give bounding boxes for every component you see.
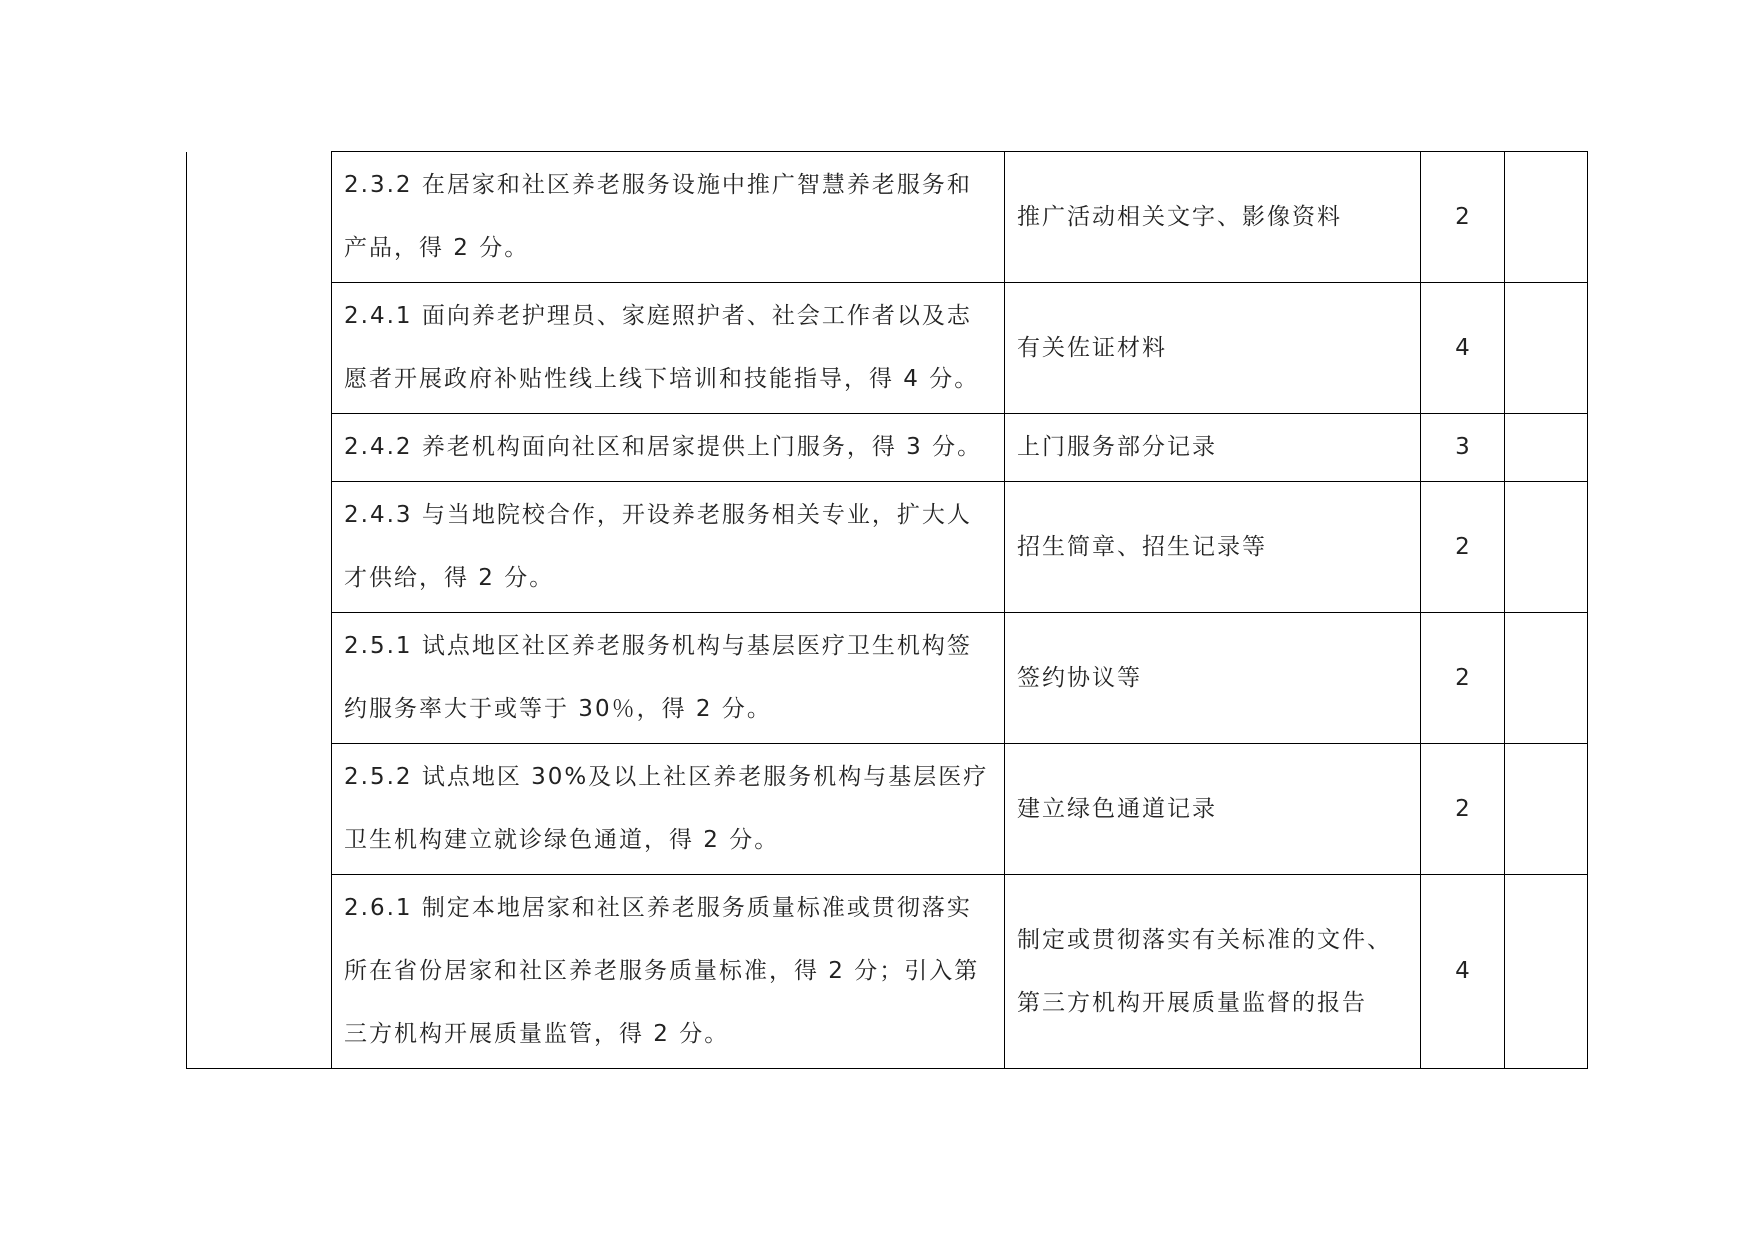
evidence-cell: 制定或贯彻落实有关标准的文件、第三方机构开展质量监督的报告 [1005,875,1421,1069]
scoring-table [186,151,1588,1069]
table-row [187,613,1588,744]
evidence-cell: 建立绿色通道记录 [1005,744,1421,875]
score-cell: 2 [1421,613,1505,744]
blank-cell [1505,744,1588,875]
blank-cell [1505,283,1588,414]
evidence-cell: 推广活动相关文字、影像资料 [1005,152,1421,283]
table-row [187,744,1588,875]
criteria-cell: 2.5.2 试点地区 30%及以上社区养老服务机构与基层医疗卫生机构建立就诊绿色通道，得 2 分。 [332,744,1005,875]
score-cell: 2 [1421,152,1505,283]
criteria-cell: 2.6.1 制定本地居家和社区养老服务质量标准或贯彻落实所在省份居家和社区养老服务质量标准，得 2 分；引入第三方机构开展质量监管，得 2 分。 [332,875,1005,1069]
score-cell: 2 [1421,744,1505,875]
score-cell: 4 [1421,283,1505,414]
criteria-cell: 2.4.1 面向养老护理员、家庭照护者、社会工作者以及志愿者开展政府补贴性线上线下培训和技能指导，得 4 分。 [332,283,1005,414]
blank-cell [1505,152,1588,283]
score-cell: 4 [1421,875,1505,1069]
table-row [187,152,1588,283]
score-cell: 3 [1421,414,1505,482]
criteria-cell: 2.3.2 在居家和社区养老服务设施中推广智慧养老服务和产品，得 2 分。 [332,152,1005,283]
criteria-cell: 2.4.2 养老机构面向社区和居家提供上门服务，得 3 分。 [332,414,1005,482]
blank-cell [1505,414,1588,482]
table-row [187,875,1588,1069]
score-cell: 2 [1421,482,1505,613]
evidence-cell: 签约协议等 [1005,613,1421,744]
evidence-cell: 有关佐证材料 [1005,283,1421,414]
table-row [187,482,1588,613]
category-cell [187,152,332,1069]
evidence-cell: 招生简章、招生记录等 [1005,482,1421,613]
criteria-cell: 2.5.1 试点地区社区养老服务机构与基层医疗卫生机构签约服务率大于或等于 30％，得 2 分。 [332,613,1005,744]
evidence-cell: 上门服务部分记录 [1005,414,1421,482]
blank-cell [1505,875,1588,1069]
criteria-cell: 2.4.3 与当地院校合作，开设养老服务相关专业，扩大人才供给，得 2 分。 [332,482,1005,613]
blank-cell [1505,613,1588,744]
table-row [187,414,1588,482]
blank-cell [1505,482,1588,613]
table-row [187,283,1588,414]
